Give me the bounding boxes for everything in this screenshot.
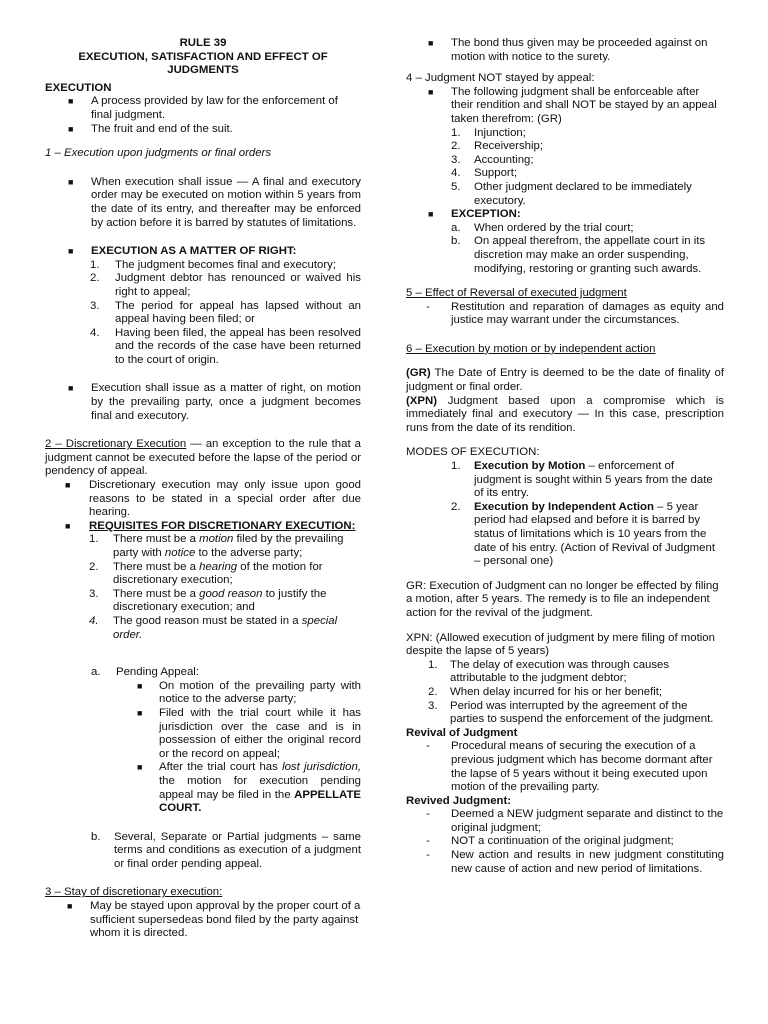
bullet-icon: ■ [68,176,74,187]
list-item: 3. There must be a good reason to justify the discretionary execution; and [89,587,327,614]
section-4-heading: 4 – Judgment NOT stayed by appeal: [406,72,595,85]
bullet-icon: ■ [137,762,143,773]
bullet-icon: ■ [137,707,143,718]
list-item: ■ Discretionary execution may only issue upon good reasons to be stated in a special order after due hearing. [65,479,361,519]
list-item: ■ Filed with the trial court while it has jurisdiction over the case and is in possession of either the original record or the record on appeal; [137,706,361,760]
execution-heading: EXECUTION [45,81,112,94]
list-item: 1. There must be a motion filed by the prevailing party with notice to the adverse party; [89,533,344,559]
bullet-icon: ■ [137,680,143,691]
bullet-icon: ■ [65,520,71,531]
left-column [45,37,361,941]
list-item: ■ EXECUTION AS A MATTER OF RIGHT: [68,245,297,258]
bullet-icon: ■ [428,86,434,97]
list-item: 2. Judgment debtor has renounced or waived his right to appeal; [90,272,361,298]
list-item: ■ REQUISITES FOR DISCRETIONARY EXECUTION: [65,519,356,532]
list-item: 3. Period was interrupted by the agreement of the parties to suspend the enforcement of the judgment. [428,699,714,726]
list-item: 4. Having been filed, the appeal has been resolved and the records of the case have been returned to the court of origin. [90,326,361,366]
list-item: ■ May be stayed upon approval by the proper court of a sufficient supersedeas bond filed by the party against whom it is directed. [67,900,361,940]
list-item: - Restitution and reparation of damages as equity and justice may warrant under the circumstances. [426,300,724,327]
list-item: 1. The delay of execution was through causes attributable to the judgment debtor; [428,658,670,685]
bullet-icon: ■ [68,383,74,394]
revived-heading: Revived Judgment: [406,794,512,807]
list-item: - Deemed a NEW judgment separate and distinct to the original judgment; [426,808,724,834]
gr2-paragraph: GR: Execution of Judgment can no longer be effected by filing a motion, after 5 years. The remedy is to file an independent action for the revival of the judgment. [406,579,719,619]
right-column [406,37,724,876]
document-title: EXECUTION, SATISFACTION AND EFFECT OF JUDGMENTS [78,50,328,77]
gr-paragraph: (GR) The Date of Entry is deemed to be the date of finality of judgment or final order. [406,367,724,394]
list-item: - Procedural means of securing the execution of a previous judgment which has become dormant after the lapse of 5 years without it being executed upon motion of the prevailing party. [426,740,713,794]
modes-heading: MODES OF EXECUTION: [406,446,540,459]
list-item: ■ The following judgment shall be enforceable after their rendition and shall NOT be stayed by an appeal taken therefrom: (GR) [428,85,717,125]
bullet-icon: ■ [68,96,74,107]
list-item: 5. Other judgment declared to be immediately executory. [451,180,692,207]
list-item: 2. There must be a hearing of the motion for discretionary execution; [89,560,323,587]
list-item: - New action and results in new judgment constituting new cause of action and new period of limitations. [426,849,724,875]
section-2-paragraph: 2 – Discretionary Execution — an exception to the rule that a judgment cannot be executed before the lapse of the period or pendency of appeal. [45,438,361,478]
bullet-icon: ■ [428,209,434,220]
list-item: ■ The fruit and end of the suit. [68,122,233,135]
section-6-heading: 6 – Execution by motion or by independent action [406,342,656,355]
list-item: 2. Receivership; [451,140,544,153]
list-item: 2. Execution by Independent Action – 5 year period had elapsed and before it is barred by status of limitations which is 10 years from the date of his entry. (Action of Revival of Judgment – personal one) [451,500,716,568]
rule-number: RULE 39 [179,37,227,49]
list-item: 3. The period for appeal has lapsed without an appeal having been filed; or [90,299,361,326]
bullet-icon: ■ [67,901,73,912]
list-item: - NOT a continuation of the original judgment; [426,835,674,848]
list-item: b. Several, Separate or Partial judgments – same terms and conditions as execution of a judgment or final order pending appeal. [91,830,361,870]
bullet-icon: ■ [68,246,74,257]
list-item: ■ The bond thus given may be proceeded against on motion with notice to the surety. [428,37,708,63]
section-1-heading: 1 – Execution upon judgments or final orders [45,147,272,160]
section-3-heading: 3 – Stay of discretionary execution: [45,886,223,899]
section-5-heading: 5 – Effect of Reversal of executed judgment [406,287,627,300]
list-item: a. When ordered by the trial court; [451,221,634,234]
list-item: 2. When delay incurred for his or her benefit; [428,685,663,698]
bullet-icon: ■ [428,38,434,48]
list-item: ■ A process provided by law for the enforcement of final judgment. [68,95,338,121]
list-item: ■ When execution shall issue — A final and executory order may be executed on motion within 5 years from the date of its entry, and thereafter may be enforced by action before it is barred by statutes of limitations. [68,175,361,229]
list-item: 4. The good reason must be stated in a special order. [89,614,338,641]
list-item: ■ EXCEPTION: [428,208,521,221]
xpn-paragraph: (XPN) Judgment based upon a compromise which is immediately final and executory — In this case, prescription runs from the date of its rendition. [406,394,724,434]
list-item: 4. Support; [451,167,518,180]
list-item: ■ After the trial court has lost jurisdiction, the motion for execution pending appeal may be filed in the APPELLATE COURT. [137,761,361,815]
bullet-icon: ■ [68,123,74,134]
revival-heading: Revival of Judgment [406,726,518,739]
bullet-icon: ■ [65,480,71,491]
list-item: 1. Execution by Motion – enforcement of judgment is sought within 5 years from the date of its entry. [451,460,713,500]
list-item: 3. Accounting; [451,153,534,166]
list-item: a. Pending Appeal: [91,666,199,679]
list-item: 1. The judgment becomes final and executory; [90,258,336,271]
xpn2-paragraph: XPN: (Allowed execution of judgment by mere filing of motion despite the lapse of 5 years) [406,631,715,658]
list-item: ■ Execution shall issue as a matter of right, on motion by the prevailing party, once a judgment becomes final and executory. [68,382,361,422]
list-item: b. On appeal therefrom, the appellate court in its discretion may make an order suspending, modifying, restoring or granting such awards. [451,235,706,275]
list-item: ■ On motion of the prevailing party with notice to the adverse party; [137,679,361,706]
list-item: 1. Injunction; [451,126,526,139]
